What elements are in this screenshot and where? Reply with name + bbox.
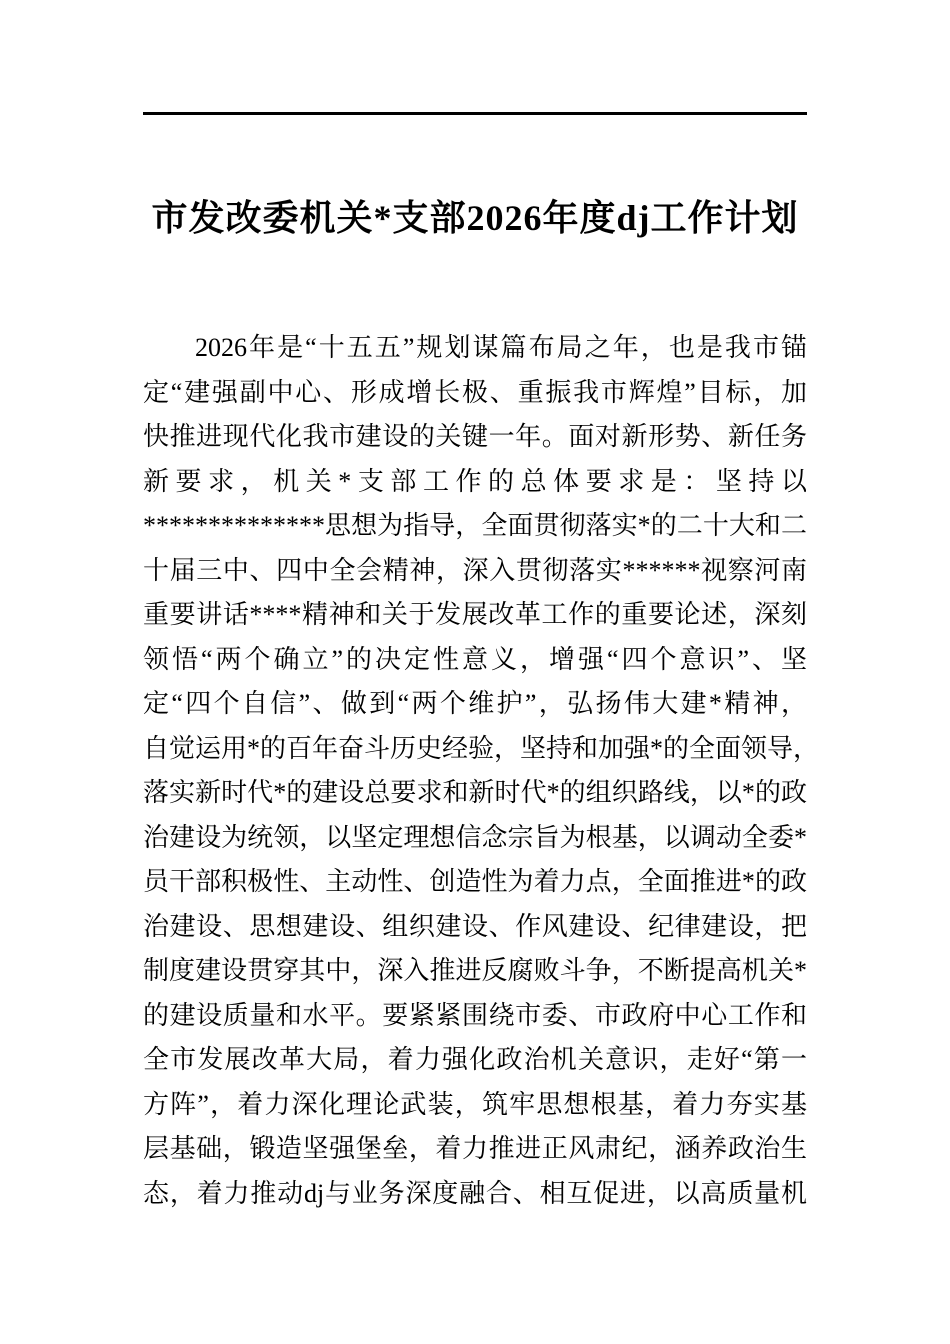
text-line: 方阵”，着力深化理论武装，筑牢思想根基，着力夯实基 (143, 1089, 807, 1119)
text-line: **************思想为指导，全面贯彻落实*的二十大和二 (143, 511, 807, 540)
text-line: 快推进现代化我市建设的关键一年。面对新形势、新任务 (143, 422, 807, 451)
text-line: 落实新时代*的建设总要求和新时代*的组织路线，以*的政 (143, 778, 807, 807)
text-line: 自觉运用*的百年奋斗历史经验，坚持和加强*的全面领导， (143, 733, 820, 763)
text-line: 定“建强副中心、形成增长极、重振我市辉煌”目标，加 (143, 377, 807, 407)
text-line: 新要求，机关*支部工作的总体要求是：坚持以 (143, 466, 807, 496)
text-line: 治建设为统领，以坚定理想信念宗旨为根基，以调动全委* (143, 822, 807, 852)
text-line: 层基础，锻造坚强堡垒，着力推进正风肃纪，涵养政治生 (143, 1134, 807, 1163)
text-line: 态，着力推动dj与业务深度融合、相互促进，以高质量机 (143, 1178, 807, 1208)
text-line: 员干部积极性、主动性、创造性为着力点，全面推进*的政 (143, 867, 807, 896)
text-line: 制度建设贯穿其中，深入推进反腐败斗争，不断提高机关* (143, 956, 807, 985)
header-rule (143, 112, 807, 115)
document-title: 市发改委机关*支部2026年度dj工作计划 (151, 198, 799, 238)
text-line: 2026年是“十五五”规划谋篇布局之年，也是我市锚 (195, 333, 807, 362)
text-line: 十届三中、四中全会精神，深入贯彻落实******视察河南 (143, 555, 807, 585)
text-line: 的建设质量和水平。要紧紧围绕市委、市政府中心工作和 (143, 1000, 807, 1030)
text-line: 领悟“两个确立”的决定性意义，增强“四个意识”、坚 (143, 644, 807, 674)
text-line: 定“四个自信”、做到“两个维护”，弘扬伟大建*精神， (143, 689, 807, 718)
text-line: 全市发展改革大局，着力强化政治机关意识，走好“第一 (143, 1045, 807, 1074)
paragraph (143, 326, 820, 1216)
text-line: 重要讲话****精神和关于发展改革工作的重要论述，深刻 (143, 600, 807, 629)
text-line: 治建设、思想建设、组织建设、作风建设、纪律建设，把 (143, 911, 807, 941)
